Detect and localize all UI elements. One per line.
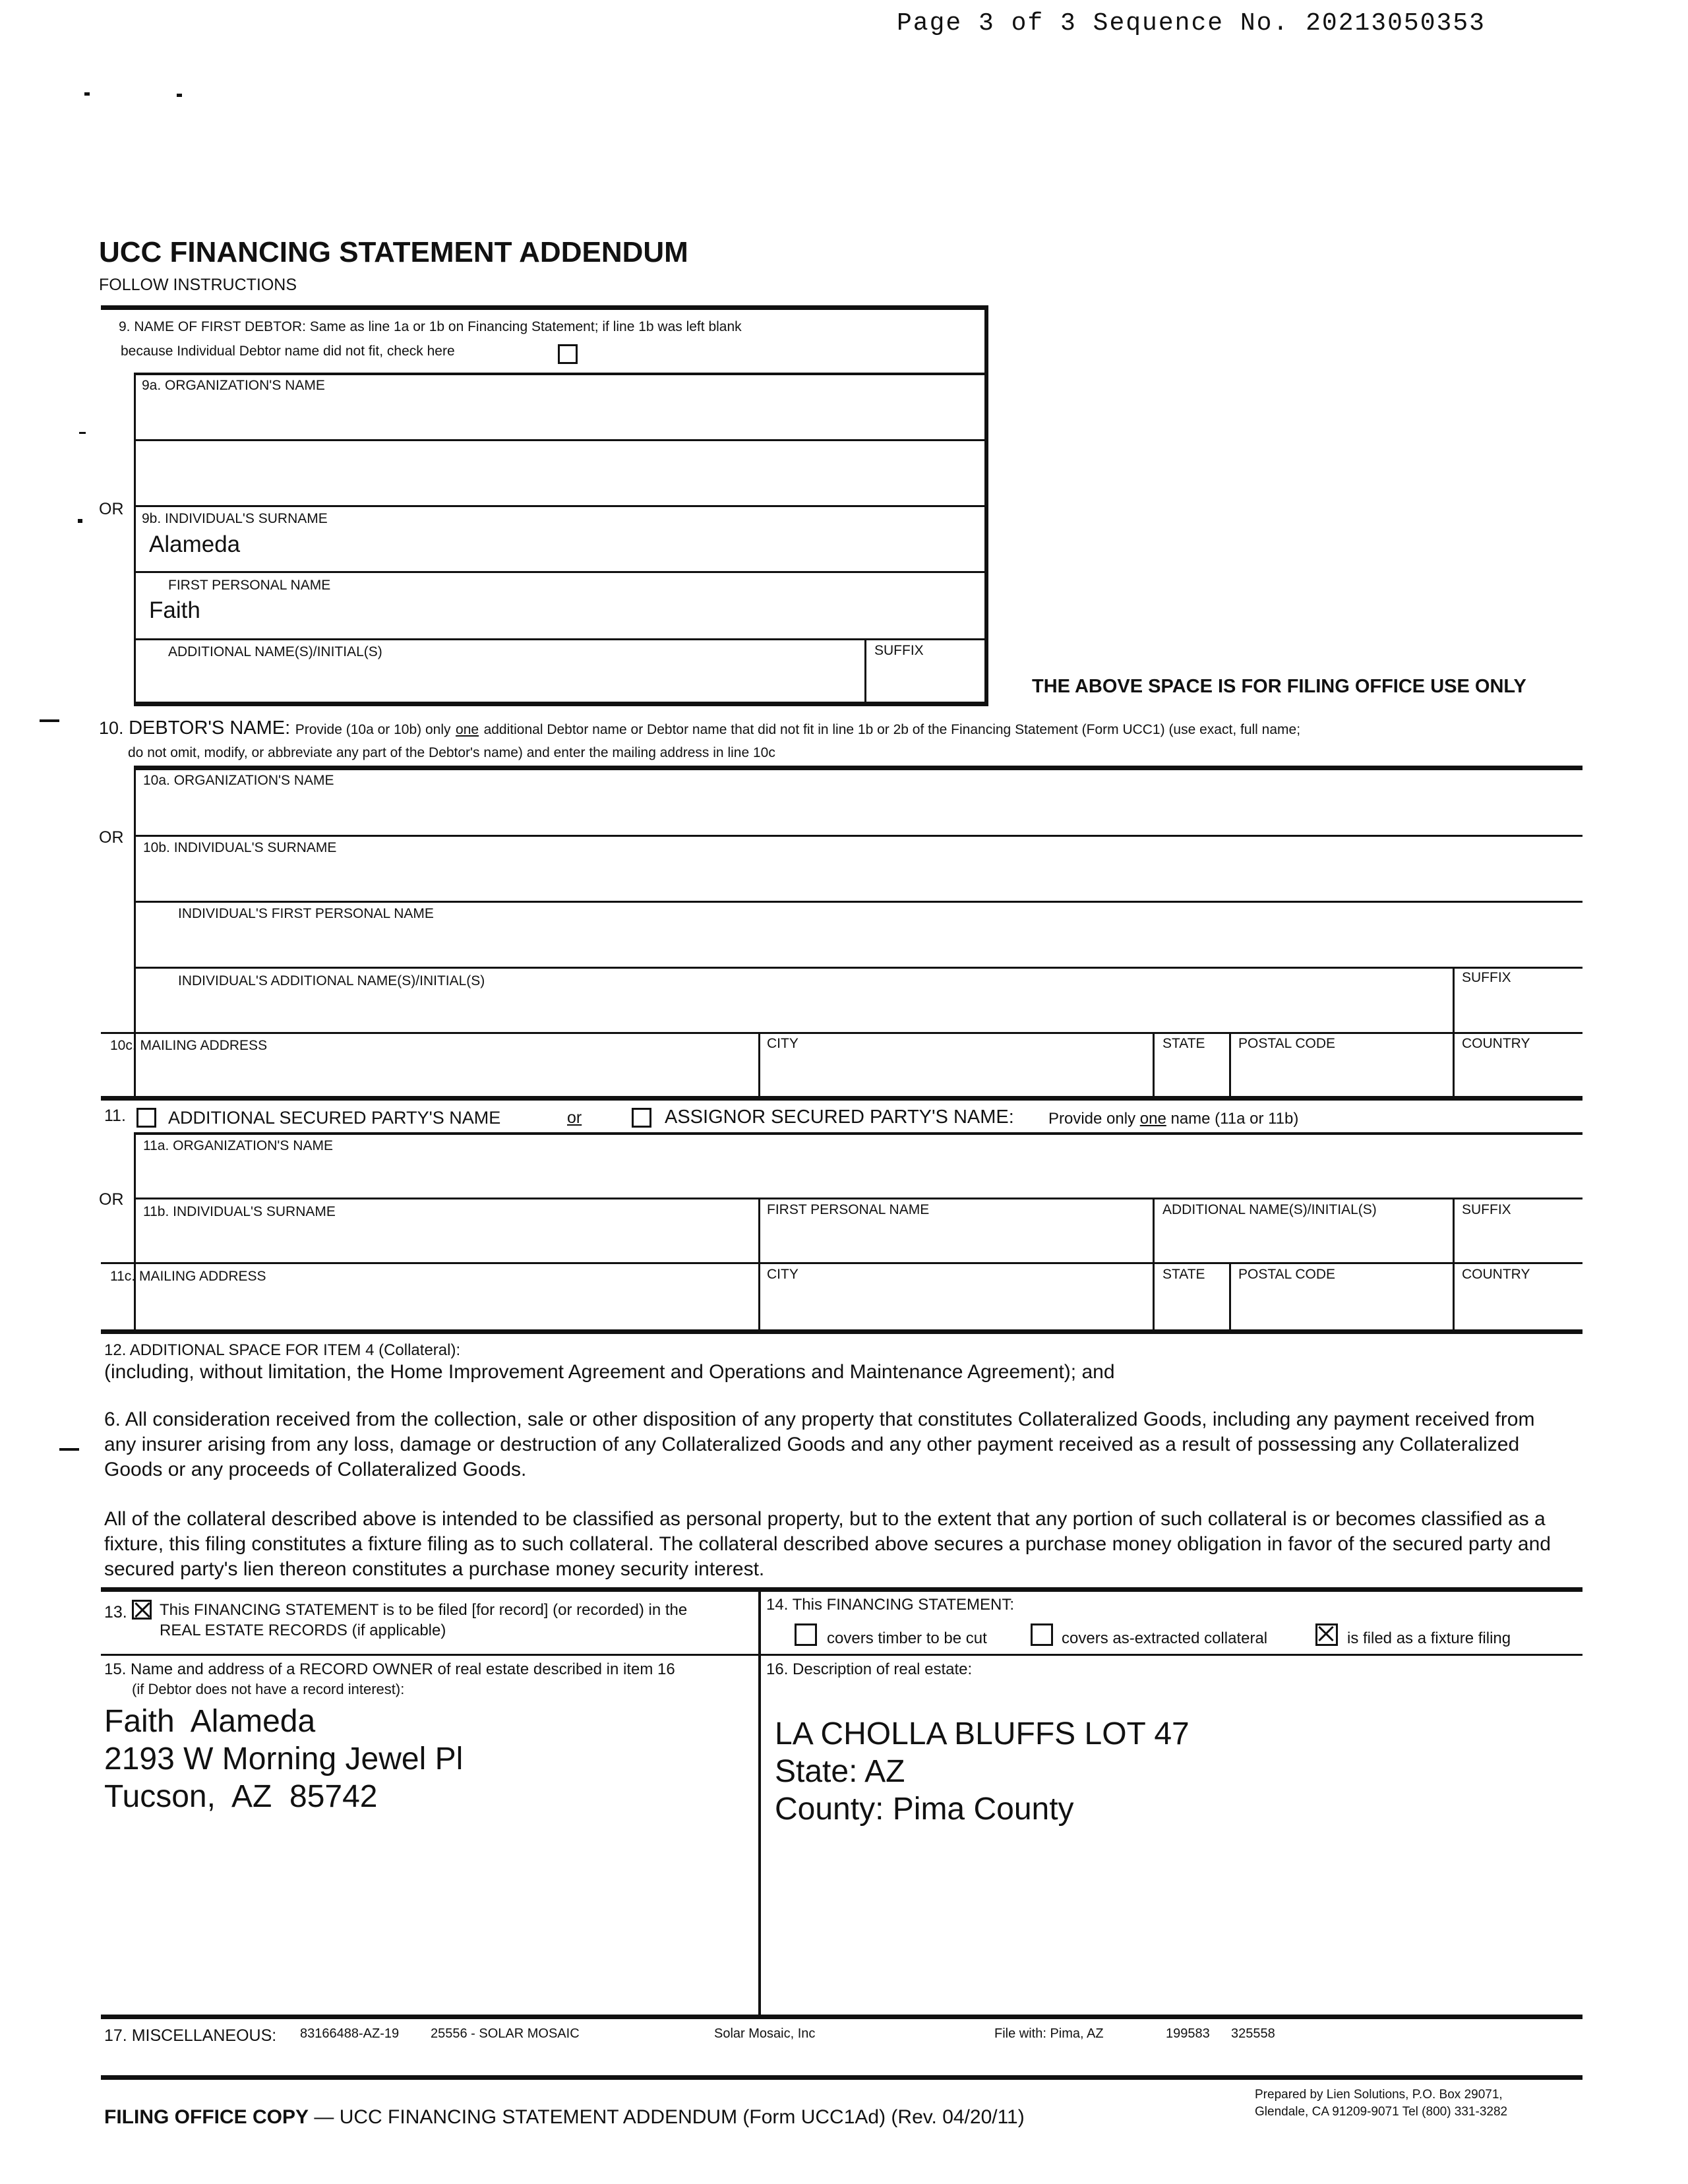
item14-fixture-label: is filed as a fixture filing [1347,1629,1511,1647]
item17-company: Solar Mosaic, Inc [714,2026,816,2041]
footer-top-border [101,2075,1582,2080]
item9-or: OR [99,500,124,518]
divider [134,571,986,573]
item15-record-owner-value: Faith Alameda 2193 W Morning Jewel Pl Tucson, AZ 85742 [104,1704,464,1814]
item10-line2: do not omit, modify, or abbreviate any part of the Debtor's name) and enter the mailing address in line 10c [128,745,775,760]
divider [1229,1262,1231,1333]
item11-left-border [134,1132,136,1333]
item12-label: 12. ADDITIONAL SPACE FOR ITEM 4 (Collateral): [104,1341,461,1359]
item9-suffix-label: SUFFIX [874,643,924,658]
items13-16-top-border [101,1587,1582,1592]
item14-fixture-checked-box[interactable] [1315,1623,1338,1646]
item14-extracted-label: covers as-extracted collateral [1062,1629,1268,1647]
item15-line1: 15. Name and address of a RECORD OWNER of real estate described in item 16 [104,1660,675,1678]
item10c-mailing-label: 10c. MAILING ADDRESS [110,1038,268,1053]
divider [134,967,1582,969]
divider [864,638,866,706]
item11-top-border [134,1132,1582,1135]
item9-left-border [134,373,136,706]
divider [101,1654,1582,1656]
item10-state-label: STATE [1162,1036,1205,1051]
item9-additional-label: ADDITIONAL NAME(S)/INITIAL(S) [168,644,382,659]
footer-copy-label: FILING OFFICE COPY [104,2106,309,2128]
item14-timber-label: covers timber to be cut [827,1629,987,1647]
item11-country-label: COUNTRY [1462,1267,1530,1282]
item17-ref: 83166488-AZ-19 [300,2026,400,2041]
margin-mark [40,719,59,722]
item11-or-line: OR [99,1190,124,1209]
item11-additional-label: ADDITIONAL SECURED PARTY'S NAME [168,1108,501,1128]
item9b-surname-label: 9b. INDIVIDUAL'S SURNAME [142,511,328,526]
page-sequence-header: Page 3 of 3 Sequence No. 20213050353 [897,9,1486,38]
item9-instructions: 9. NAME OF FIRST DEBTOR: Same as line 1a or 1b on Financing Statement; if line 1b was left blank [119,319,742,334]
item11a-org-label: 11a. ORGANIZATION'S NAME [143,1138,333,1153]
divider [134,835,1582,837]
item13-line1: This FINANCING STATEMENT is to be filed [for record] (or recorded) in the [160,1601,688,1619]
item11-city-label: CITY [767,1267,799,1282]
item11-additional-label: ADDITIONAL NAME(S)/INITIAL(S) [1162,1202,1377,1217]
scan-speck [84,92,90,96]
item11b-surname-label: 11b. INDIVIDUAL'S SURNAME [143,1204,336,1219]
item9-bottom-border [134,702,988,706]
divider [1453,1198,1455,1333]
margin-mark [59,1448,79,1451]
item16-label: 16. Description of real estate: [766,1660,973,1678]
item15-line2: (if Debtor does not have a record interest): [132,1681,405,1697]
item9-check-text: because Individual Debtor name did not fit, check here [121,344,455,359]
divider [1153,1032,1155,1099]
item9b-surname-value: Alameda [149,531,241,557]
divider [134,638,986,640]
divider [1229,1032,1231,1099]
footer-form-line [104,2106,1025,2129]
item10-bottom-border [101,1096,1582,1101]
footer-prepared-line2: Glendale, CA 91209-9071 Tel (800) 331-3282 [1255,2105,1508,2119]
item11-state-label: STATE [1162,1267,1205,1282]
item11-number: 11. [104,1107,126,1125]
divider [134,439,986,441]
item10b-surname-label: 10b. INDIVIDUAL'S SURNAME [143,840,337,855]
item17-label: 17. MISCELLANEOUS: [104,2026,277,2045]
item10a-org-label: 10a. ORGANIZATION'S NAME [143,773,334,788]
item11-one: one [1139,1110,1166,1128]
item10-top-border [134,766,1582,770]
divider [101,1262,1582,1264]
item10-text-a: Provide (10a or 10b) only [295,722,451,737]
item11-or: or [567,1108,582,1127]
divider [758,1198,760,1333]
item11-first-name-label: FIRST PERSONAL NAME [767,1202,930,1217]
item10-additional-label: INDIVIDUAL'S ADDITIONAL NAME(S)/INITIAL(S) [178,973,485,988]
scan-speck [79,432,86,434]
item11-assignor-label: ASSIGNOR SECURED PARTY'S NAME: [665,1107,1014,1128]
item10-country-label: COUNTRY [1462,1036,1530,1051]
item10-city-label: CITY [767,1036,799,1051]
divider [758,1032,760,1099]
item11-assignor-checkbox[interactable] [632,1108,651,1128]
item9-first-name-label: FIRST PERSONAL NAME [168,578,331,593]
item16-real-estate-value: LA CHOLLA BLUFFS LOT 47 State: AZ County: Pima County [775,1716,1190,1827]
item11-provide-line [1048,1110,1298,1128]
item12-paragraph-2: 6. All consideration received from the collection, sale or other disposition of any property that constitutes Collateralized Goods, including any payment received from any insurer arising from any loss, damage or destruction of any Collateralized Goods and any other payment received as a result of possessing any Collateralized Goods or any proceeds of Collateralized Goods. [104,1409,1535,1480]
footer-prepared-line1: Prepared by Lien Solutions, P.O. Box 29071, [1255,2088,1503,2102]
divider [134,505,986,507]
filing-office-note: THE ABOVE SPACE IS FOR FILING OFFICE USE ONLY [1032,676,1526,697]
item13-line2: REAL ESTATE RECORDS (if applicable) [160,1622,446,1639]
item9a-org-label: 9a. ORGANIZATION'S NAME [142,378,325,393]
item11-suffix-label: SUFFIX [1462,1202,1511,1217]
items13-16-bottom-border [101,2015,1582,2019]
item14-timber-checkbox[interactable] [795,1623,817,1646]
item10-one: one [456,722,479,737]
item11-additional-checkbox[interactable] [136,1108,156,1128]
divider [1153,1198,1155,1333]
item17-num2: 325558 [1231,2026,1275,2041]
item11-provide-a: Provide only [1048,1110,1136,1128]
item10-suffix-label: SUFFIX [1462,970,1511,985]
item10-first-name-label: INDIVIDUAL'S FIRST PERSONAL NAME [178,906,434,921]
item11-provide-b: name (11a or 11b) [1170,1110,1299,1128]
footer-dash: — [314,2106,334,2128]
divider [134,373,986,375]
item11c-mailing-label: 11c. MAILING ADDRESS [110,1269,266,1284]
item12-line1: (including, without limitation, the Home Improvement Agreement and Operations and Maintenance Agreement); and [104,1361,1115,1383]
scan-speck [78,519,82,523]
item10-number: 10. [99,718,124,738]
scan-speck [177,94,182,97]
item10-heading: DEBTOR'S NAME: [129,717,291,739]
item10-postal-label: POSTAL CODE [1238,1036,1336,1051]
divider [134,901,1582,903]
item10-text-b: additional Debtor name or Debtor name that did not fit in line 1b or 2b of the Financing Statement (Form UCC1) (use exact, full name; [483,722,1301,737]
follow-instructions: FOLLOW INSTRUCTIONS [99,276,297,294]
item9-check-box[interactable] [558,344,578,364]
item10-heading-line [99,717,1300,739]
item14-label: 14. This FINANCING STATEMENT: [766,1596,1015,1614]
footer-form-text: UCC FINANCING STATEMENT ADDENDUM (Form UCC1Ad) (Rev. 04/20/11) [339,2106,1025,2128]
item9-first-name-value: Faith [149,597,200,623]
divider [1453,1032,1455,1099]
divider [101,1032,1582,1034]
item17-code: 25556 - SOLAR MOSAIC [431,2026,580,2041]
form-title: UCC FINANCING STATEMENT ADDENDUM [99,236,688,268]
item13-checked-box[interactable] [132,1600,152,1620]
item17-file-with: File with: Pima, AZ [994,2026,1104,2041]
item11-postal-label: POSTAL CODE [1238,1267,1336,1282]
divider [1453,967,1455,1033]
item12-paragraph-3: All of the collateral described above is intended to be classified as personal property, but to the extent that any portion of such collateral is or becomes classified as a fixture, this filing constitutes a fixture filing as to such collateral. The collateral described above secures a purchase money obligation in favor of the secured party and secured party's lien thereon constitutes a purchase money security interest. [104,1508,1551,1580]
item10-or: OR [99,828,124,847]
item17-num1: 199583 [1166,2026,1210,2041]
divider [134,1198,1582,1199]
item14-extracted-checkbox[interactable] [1031,1623,1053,1646]
item11-bottom-border [101,1329,1582,1334]
item9-top-border [101,305,988,310]
item13-number: 13. [104,1603,127,1622]
